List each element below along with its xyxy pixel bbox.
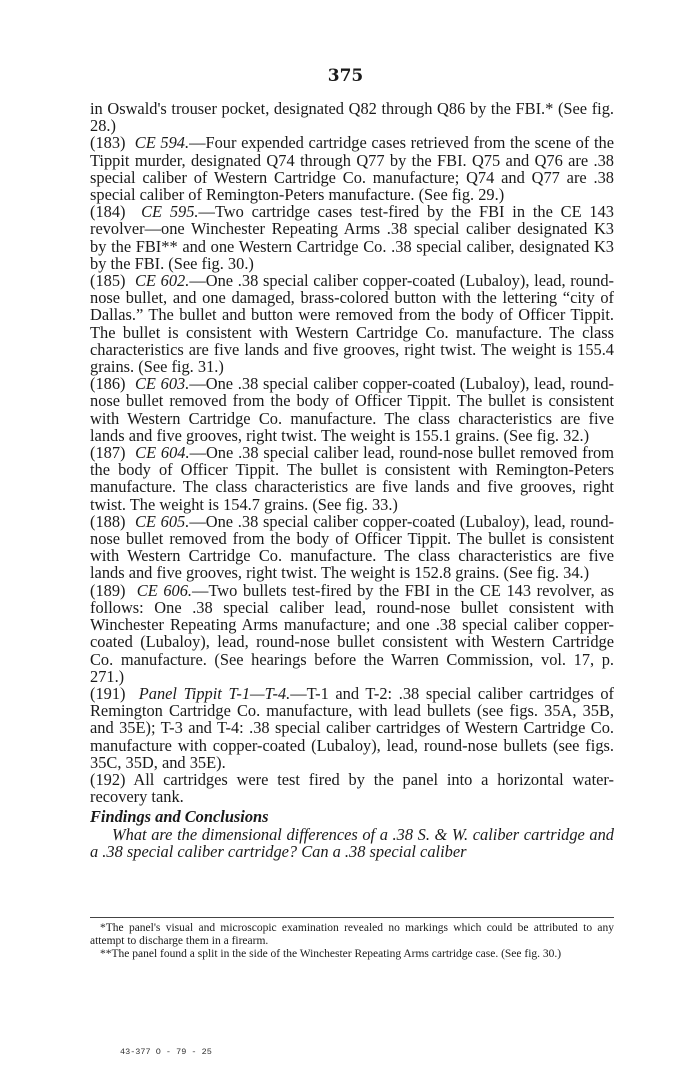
item-187 [90,444,614,513]
exhibit-label: CE 603. [134,374,190,394]
item-number: (188) [90,511,126,531]
footnotes [90,917,614,960]
item-189 [90,582,614,685]
item-number: (186) [90,374,126,394]
body-text [90,100,614,860]
item-191 [90,685,614,771]
item-184 [90,203,614,272]
footnote-1: *The panel's visual and microscopic examination revealed no markings which could be attributed to any attempt to discharge them in a firearm. [90,922,614,947]
item-number: (185) [90,271,126,291]
item-text: —One .38 special caliber copper-coated (Lubaloy), lead, round-nose bullet removed from the body of Officer Tippit. The bullet is consistent with Western Cartridge Co. manufacture. The class characteristics are five lands and five grooves, right twist. The weight is 155.1 grains. (See fig. 32.) [90,374,614,445]
item-185 [90,272,614,375]
exhibit-label: CE 602. [134,271,190,291]
exhibit-label: CE 595. [141,202,199,222]
item-number: (191) [90,683,126,703]
item-number: (189) [90,580,126,600]
continued-paragraph: in Oswald's trouser pocket, designated Q82 through Q86 by the FBI.* (See fig. 28.) [90,99,614,136]
item-text: —One .38 special caliber copper-coated (Lubaloy), lead, round-nose bullet, and one damaged, brass-colored button with the lettering “city of Dallas.” The bullet and button were removed from the body of Officer Tippit. The bullet is consistent with Western Cartridge Co. manufacture. The class characteristics are five lands and five grooves, right twist. The weight is 155.4 grains. (See fig. 31.) [90,271,614,377]
item-188 [90,513,614,582]
item-number: (184) [90,202,126,222]
item-183 [90,134,614,203]
exhibit-label: CE 604. [135,443,190,463]
footnote-2: **The panel found a split in the side of the Winchester Repeating Arms cartridge case. (See fig. 30.) [100,947,562,960]
item-text: —Two bullets test-fired by the FBI in the CE 143 revolver, as follows: One .38 special caliber lead, round-nose bullet consistent with Winchester Repeating Arms manufacture; and one .38 special caliber copper-coated (Lubaloy), lead, round-nose bullet consistent with Western Cartridge Co. manufacture. (See hearings before the Warren Commission, vol. 17, p. 271.) [90,580,615,686]
item-number: (183) [90,133,126,153]
item-186 [90,375,614,444]
findings-heading: Findings and Conclusions [90,807,269,827]
print-code: 43-377 O - 79 - 25 [120,1047,212,1057]
item-text: —Four expended cartridge cases retrieved from the scene of the Tippit murder, designated Q74 through Q77 by the FBI. Q75 and Q76 are .38 special caliber of Western Cartridge Co. manufacture; Q74 and Q77 are .38 special caliber of Remington-Peters manufacture. (See fig. 29.) [90,133,614,205]
item-number: (187) [90,443,126,463]
item-text: —One .38 special caliber lead, round-nose bullet removed from the body of Officer Tippit. The bullet is consistent with Remington-Peters manufacture. The class characteristics are five lands and five grooves, right twist. The weight is 154.7 grains. (See fig. 33.) [90,443,614,514]
exhibit-label: CE 594. [134,133,190,153]
exhibit-label: Panel Tippit T-1—T-4. [138,683,291,703]
exhibit-label: CE 605. [134,511,190,531]
exhibit-label: CE 606. [136,580,193,600]
item-text: —One .38 special caliber copper-coated (Lubaloy), lead, round-nose bullet removed from the body of Officer Tippit. The bullet is consistent with Western Cartridge Co. manufacture. The class characteristics are five lands and five grooves, right twist. The weight is 152.8 grains. (See fig. 34.) [90,511,614,583]
item-text: —Two cartridge cases test-fired by the FBI in the CE 143 revolver—one Winchester Repeating Arms .38 special caliber designated K3 by the FBI** and one Western Cartridge Co. .38 special caliber, designated K3 by the FBI. (See fig. 30.) [90,202,614,273]
item-text: —T-1 and T-2: .38 special caliber cartridges of Remington Cartridge Co. manufacture, with lead bullets (see figs. 35A, 35B, and 35E); T-3 and T-4: .38 special caliber cartridges of Western Cartridge Co. manufacture with copper-coated (Lubaloy), lead, round-nose bullets (see figs. 35C, 35D, and 35E). [90,683,615,772]
closing-question: What are the dimensional differences of a .38 S. & W. caliber cartridge and a .38 special caliber cartridge? Can a .38 special caliber [90,824,614,861]
page-number: 375 [327,66,364,86]
item-192: (192) All cartridges were test fired by the panel into a horizontal water-recovery tank. [90,769,614,807]
footnote-divider [90,917,614,918]
